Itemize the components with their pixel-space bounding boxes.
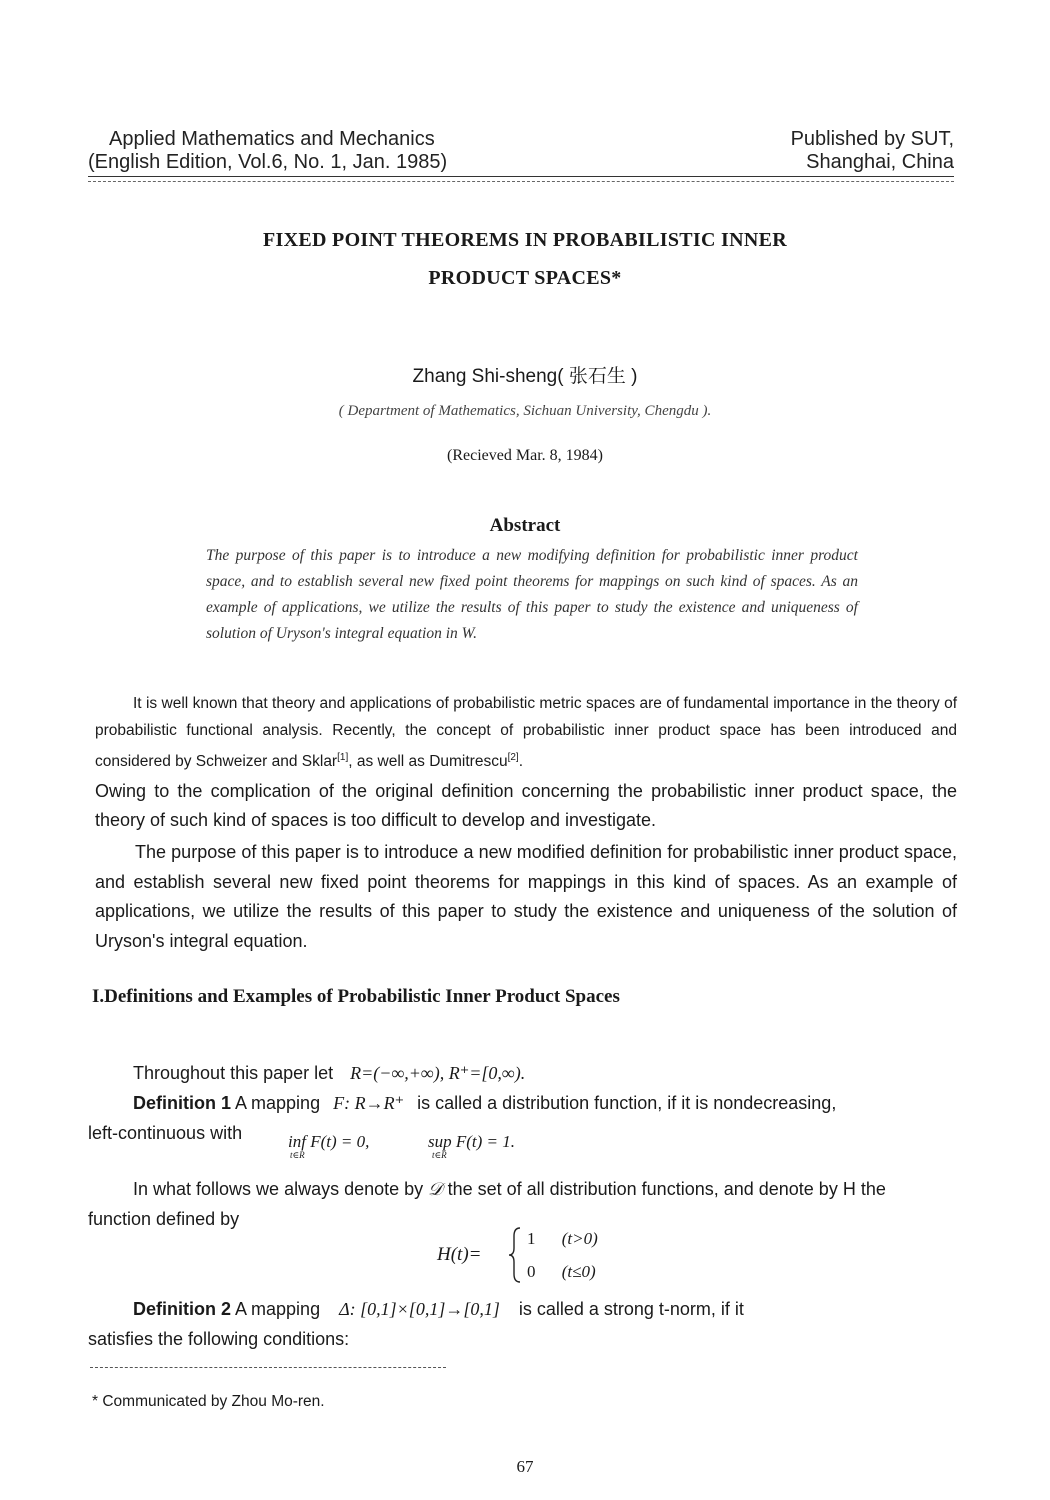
footnote: * Communicated by Zhou Mo-ren.	[92, 1393, 325, 1410]
definition-1-inf	[288, 1132, 369, 1161]
paper-title-line1: FIXED POINT THEOREMS IN PROBABILISTIC INNER	[263, 229, 787, 251]
distribution-set-symbol: 𝒟	[428, 1179, 443, 1199]
publisher-location: Shanghai, China	[806, 151, 954, 173]
sup-subscript: t∈R	[432, 1150, 447, 1160]
h-case-1-value: 1	[527, 1229, 536, 1248]
inf-subscript: t∈R	[290, 1150, 305, 1160]
definition-2-continued: satisfies the following conditions:	[88, 1329, 350, 1349]
definition-1-text-a: A mapping	[235, 1093, 321, 1113]
citation-1: [1]	[337, 752, 349, 763]
definition-2-mapping: Δ: [0,1]×[0,1]→[0,1]	[339, 1299, 500, 1319]
citation-2: [2]	[507, 752, 519, 763]
definition-1-line	[133, 1093, 963, 1114]
footnote-rule	[90, 1367, 446, 1368]
definition-1-sup	[428, 1132, 515, 1161]
header-rule-dashed	[88, 181, 954, 182]
paper-title-line2: PRODUCT SPACES*	[428, 267, 622, 289]
definition-1-label: Definition 1	[133, 1093, 231, 1113]
definition-2-line	[133, 1299, 963, 1320]
publisher: Published by SUT,	[790, 128, 954, 150]
follow-text-a: In what follows we always denote by	[133, 1179, 424, 1199]
h-case-1-condition: (t>0)	[561, 1229, 598, 1248]
h-case-2	[527, 1262, 596, 1282]
definition-2-text-a: A mapping	[235, 1299, 321, 1319]
received-date: (Recieved Mar. 8, 1984)	[447, 447, 603, 464]
journal-edition: (English Edition, Vol.6, No. 1, Jan. 1985)	[88, 151, 448, 173]
inf-expression: inf F(t) = 0,	[288, 1132, 370, 1151]
author-affiliation: ( Department of Mathematics, Sichuan University, Chengdu ).	[338, 403, 712, 419]
intro-paragraph-1-continued: Owing to the complication of the original definition concerning the probabilistic inner product space, the theory of such kind of spaces is too difficult to develop and investigate.	[95, 781, 957, 830]
section-heading: I.Definitions and Examples of Probabilistic Inner Product Spaces	[92, 986, 620, 1007]
intro-paragraph-1	[95, 690, 957, 775]
definition-2-label: Definition 2	[133, 1299, 231, 1319]
brace-icon	[508, 1226, 522, 1284]
definition-2-text-b: is called a strong t-norm, if it	[518, 1299, 744, 1319]
definition-1-mapping: F: R→R⁺	[333, 1093, 405, 1113]
intro-p1-text-a: It is well known that theory and applications of probabilistic metric spaces are of fundamental importance in the theory of probabilistic functional analysis. Recently, the concept of probabilistic inner product space has been introduced and considered by Schweizer and Sklar	[95, 695, 957, 771]
h-case-1	[527, 1229, 598, 1249]
intro-p1-text-c: .	[518, 753, 524, 771]
page-number: 67	[516, 1457, 534, 1476]
follow-continued: function defined by	[88, 1209, 240, 1229]
author-chinese-name: ( 张石生 )	[557, 366, 638, 387]
intro-p1-text-b: , as well as Dumitrescu	[348, 753, 508, 771]
sup-expression: sup F(t) = 1.	[428, 1132, 516, 1151]
abstract-heading: Abstract	[489, 515, 561, 536]
intro-paragraph-2: The purpose of this paper is to introduce a new modified definition for probabilistic inner product space, and establish several new fixed point theorems for mappings in this kind of spaces. As an example of applications, we utilize the results of this paper to study the existence and uniqueness of the solution of Uryson's integral equation.	[95, 842, 957, 951]
throughout-line	[133, 1063, 525, 1084]
h-case-2-value: 0	[527, 1262, 536, 1281]
h-function-lhs: H(t)=	[437, 1244, 482, 1265]
throughout-math: R=(−∞,+∞), R⁺=[0,∞).	[350, 1063, 526, 1083]
author-line	[0, 361, 1050, 388]
header-rule	[88, 176, 954, 177]
follow-line	[133, 1179, 963, 1200]
throughout-text: Throughout this paper let	[133, 1063, 334, 1083]
abstract-text: The purpose of this paper is to introduce a new modifying definition for probabilistic inner product space, and to establish several new fixed point theorems for mappings on such kind of spaces. As an example of applications, we utilize the results of this paper to study the existence and uniqueness of solution of Uryson's integral equation in W.	[206, 547, 858, 642]
definition-1-continued: left-continuous with	[88, 1123, 243, 1143]
author-name: Zhang Shi-sheng	[412, 366, 558, 387]
follow-text-b: the set of all distribution functions, and denote by H the	[447, 1179, 886, 1199]
definition-1-text-b: is called a distribution function, if it is nondecreasing,	[417, 1093, 837, 1113]
h-case-2-condition: (t≤0)	[561, 1262, 596, 1281]
journal-name: Applied Mathematics and Mechanics	[109, 128, 435, 150]
